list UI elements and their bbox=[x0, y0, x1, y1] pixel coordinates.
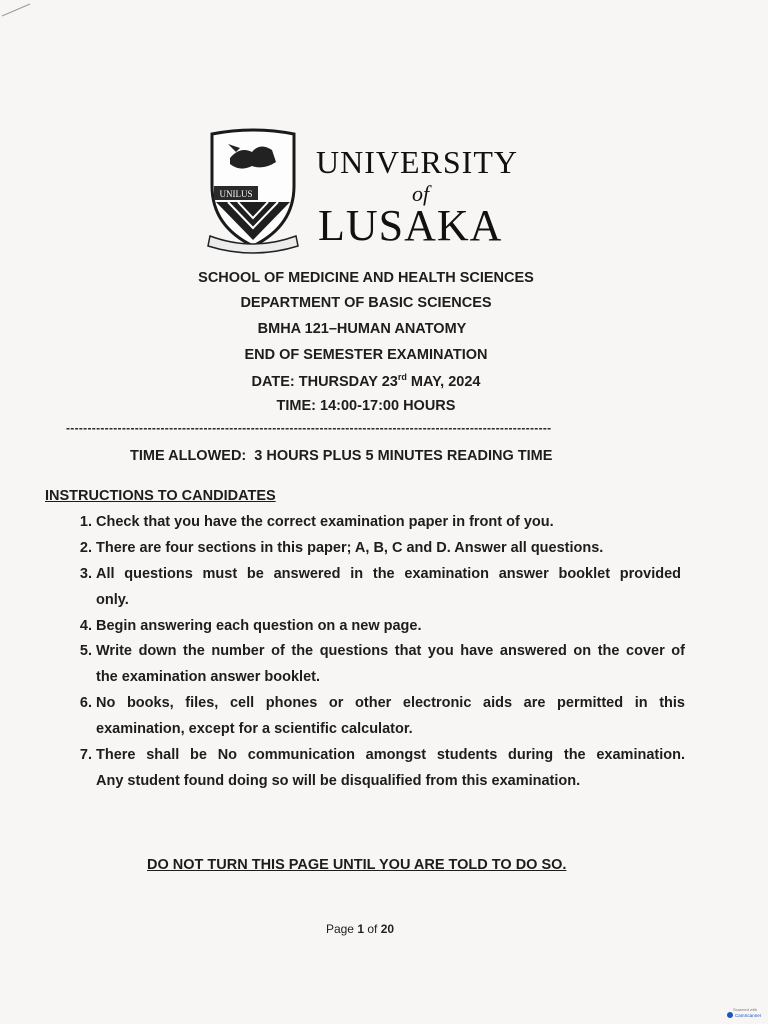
dashed-separator: ----------------------------------------------------------------------------------------------------------------- bbox=[66, 421, 552, 435]
department-name: DEPARTMENT OF BASIC SCIENCES bbox=[240, 295, 492, 311]
instruction-text: Begin answering each question on a new page. bbox=[96, 618, 422, 634]
instruction-text: Write down the number of the questions that you have answered on the cover of bbox=[96, 643, 685, 659]
school-name: SCHOOL OF MEDICINE AND HEALTH SCIENCES bbox=[198, 270, 534, 286]
instruction-text: No books, files, cell phones or other electronic aids are permitted in this bbox=[96, 695, 685, 711]
page-number: Page 1 of 20 bbox=[325, 922, 395, 936]
wordmark-lusaka: LUSAKA bbox=[318, 201, 503, 250]
instructions-heading: INSTRUCTIONS TO CANDIDATES bbox=[45, 488, 276, 504]
time-allowed: TIME ALLOWED: 3 HOURS PLUS 5 MINUTES READING TIME bbox=[130, 448, 553, 464]
do-not-turn-notice: DO NOT TURN THIS PAGE UNTIL YOU ARE TOLD TO DO SO. bbox=[147, 857, 567, 873]
instruction-number: 1. bbox=[79, 514, 92, 530]
camscanner-badge bbox=[727, 1006, 763, 1020]
instruction-text: There are four sections in this paper; A, B, C and D. Answer all questions. bbox=[96, 540, 604, 556]
course-title: BMHA 121–HUMAN ANATOMY bbox=[257, 321, 467, 337]
university-logo bbox=[200, 128, 540, 258]
exam-date: DATE: THURSDAY 23rd MAY, 2024 bbox=[251, 372, 481, 390]
instruction-number: 4. bbox=[79, 618, 92, 634]
instruction-text: There shall be No communication amongst students during the examination. bbox=[96, 747, 685, 763]
instruction-number: 5. bbox=[79, 643, 92, 659]
crest-banner-text: UNILUS bbox=[219, 189, 253, 199]
university-crest-icon bbox=[206, 128, 300, 254]
instruction-text-continued: the examination answer booklet. bbox=[96, 669, 320, 685]
exam-title: END OF SEMESTER EXAMINATION bbox=[244, 347, 488, 363]
scanner-badge-caption: Scanned with bbox=[733, 1007, 758, 1012]
instruction-number: 7. bbox=[79, 747, 92, 763]
instruction-text-continued: examination, except for a scientific calculator. bbox=[96, 721, 413, 737]
instruction-text-continued: only. bbox=[96, 592, 129, 608]
wordmark-university: UNIVERSITY bbox=[316, 144, 518, 180]
instruction-number: 3. bbox=[79, 566, 92, 582]
instruction-text: Check that you have the correct examination paper in front of you. bbox=[96, 514, 554, 530]
instruction-text-continued: Any student found doing so will be disqualified from this examination. bbox=[96, 773, 581, 789]
pen-mark bbox=[0, 0, 40, 20]
camscanner-icon bbox=[727, 1012, 733, 1018]
instruction-number: 6. bbox=[79, 695, 92, 711]
exam-time: TIME: 14:00-17:00 HOURS bbox=[276, 398, 456, 414]
instruction-number: 2. bbox=[79, 540, 92, 556]
instruction-text: All questions must be answered in the examination answer booklet provided bbox=[96, 566, 681, 582]
scanner-badge-brand: CamScanner bbox=[735, 1013, 762, 1018]
wordmark-of: of bbox=[412, 181, 430, 206]
